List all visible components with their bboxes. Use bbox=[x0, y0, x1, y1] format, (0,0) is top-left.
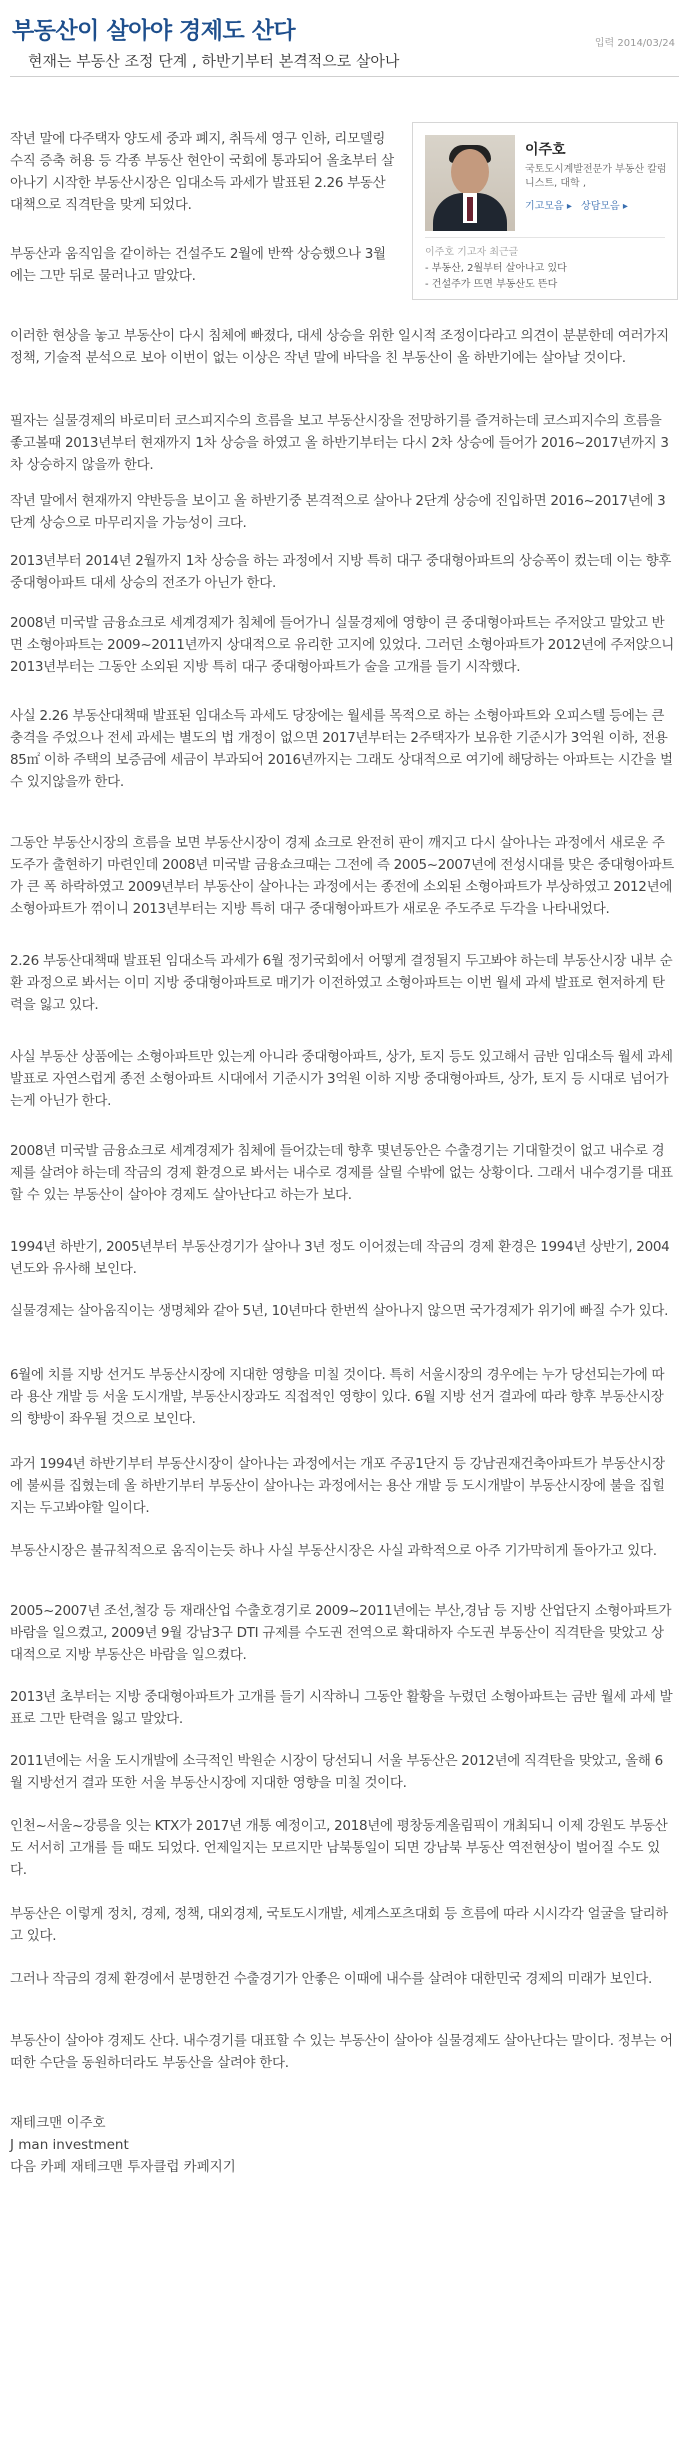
paragraph: 부동산이 살아야 경제도 산다. 내수경기를 대표할 수 있는 부동산이 살아야 실물경제도 살아난다는 말이다. 정부는 어떠한 수단을 동원하더라도 부동산을 살려야 한다. bbox=[10, 2033, 673, 2071]
author-photo bbox=[425, 135, 515, 231]
article-date: 입력 2014/03/24 bbox=[594, 38, 675, 49]
paragraph: 부동산은 이렇게 정치, 경제, 정책, 대외경제, 국토도시개발, 세계스포츠대회 등 흐름에 따라 시시각각 얼굴을 달리하고 있다. bbox=[10, 1906, 668, 1944]
paragraph: 2011년에는 서울 도시개발에 소극적인 박원순 시장이 당선되니 서울 부동산은 2012년에 직격탄을 맞았고, 올해 6월 지방선거 결과 또한 서울 부동산시장에 지대한 영향을 미칠 것이다. bbox=[10, 1753, 663, 1791]
header-divider bbox=[10, 76, 679, 77]
article-subtitle: 현재는 부동산 조정 단계 , 하반기부터 본격적으로 살아나 bbox=[28, 52, 400, 70]
article-title: 부동산이 살아야 경제도 산다 bbox=[12, 18, 296, 44]
paragraph: 2008년 미국발 금융쇼크로 세계경제가 침체에 들어갔는데 향후 몇년동안은 수출경기는 기대할것이 없고 내수로 경제를 살려야 하는데 작금의 경제 환경으로 봐서는 내수로 경제를 살릴 수밖에 없는 상황이다. 그래서 내수경기를 대표할 수 있는 부동산이 살아야 경제도 살아난다고 하는가 보다. bbox=[10, 1143, 673, 1203]
paragraph: 1994년 하반기, 2005년부터 부동산경기가 살아나 3년 정도 이어졌는데 작금의 경제 환경은 1994년 상반기, 2004년도와 유사해 보인다. bbox=[10, 1239, 670, 1277]
contributions-link[interactable]: 기고모음 ▸ bbox=[525, 201, 572, 212]
paragraph: 부동산시장은 불규칙적으로 움직이는듯 하나 사실 부동산시장은 사실 과학적으로 아주 기가막히게 돌아가고 있다. bbox=[10, 1543, 657, 1559]
paragraph: 필자는 실물경제의 바로미터 코스피지수의 흐름을 보고 부동산시장을 전망하기를 즐겨하는데 코스피지수의 흐름을 좋고볼때 2013년부터 현재까지 1차 상승을 하였고 올 하반기부터는 다시 2차 상승에 들어가 2016~2017년까지 3차 상승하지 않을까 한다. bbox=[10, 413, 669, 473]
profile-divider bbox=[425, 237, 665, 238]
paragraph: 이러한 현상을 놓고 부동산이 다시 침체에 빠졌다, 대세 상승을 위한 일시적 조정이다라고 의견이 분분한데 여러가지 정책, 기술적 분석으로 보아 이번이 없는 이상은 작년 말에 바닥을 친 부동산이 올 하반기에는 살아날 것이다. bbox=[10, 328, 669, 366]
paragraph: 2013년 초부터는 지방 중대형아파트가 고개를 들기 시작하니 그동안 활황을 누렸던 소형아파트는 금반 월세 과세 발표로 그만 탄력을 잃고 말았다. bbox=[10, 1689, 673, 1727]
paragraph: 그동안 부동산시장의 흐름을 보면 부동산시장이 경제 쇼크로 완전히 판이 깨지고 다시 살아나는 과정에서 새로운 주도주가 출현하기 마련인데 2008년 미국발 금융쇼크때는 그전에 즉 2005~2007년에 전성시대를 맞은 중대형아파트가 큰 폭 하락하였고 2009년부터 부동산이 살아나는 과정에서는 종전에 소외된 소형아파트가 부상하였고 2012년에 소형아파트가 꺾이니 2013년부터는 지방 특히 대구 중대형아파트가 새로운 주도주로 두각을 나타내었다. bbox=[10, 835, 675, 917]
paragraph: 작년 말에 다주택자 양도세 중과 폐지, 취득세 영구 인하, 리모델링 수직 증축 허용 등 각종 부동산 현안이 국회에 통과되어 올초부터 살아나기 시작한 부동산시장은 임대소득 과세가 발표된 2.26 부동산대책으로 직격탄을 맞게 되었다. bbox=[10, 131, 394, 213]
paragraph: 2008년 미국발 금융쇼크로 세계경제가 침체에 들어가니 실물경제에 영향이 큰 중대형아파트는 주저앉고 말았고 반면 소형아파트는 2009~2011년까지 상대적으로 유리한 고지에 있었다. 그러던 소형아파트가 2012년에 주저앉으니 2013년부터는 그동안 소외된 지방 특히 대구 중대형아파트가 술을 고개를 들기 시작했다. bbox=[10, 615, 675, 675]
author-profile-box bbox=[412, 122, 678, 300]
paragraph: 부동산과 움직임을 같이하는 건설주도 2월에 반짝 상승했으나 3월에는 그만 뒤로 물러나고 말았다. bbox=[10, 246, 386, 284]
paragraph: 작년 말에서 현재까지 약반등을 보이고 올 하반기중 본격적으로 살아나 2단계 상승에 진입하면 2016~2017년에 3단계 상승으로 마무리지을 가능성이 크다. bbox=[10, 493, 666, 531]
recent-post-item[interactable]: - 부동산, 2월부터 살아나고 있다 bbox=[425, 263, 567, 274]
signature-cafe: 다음 카페 재테크맨 투자클럽 카페지기 bbox=[10, 2159, 236, 2175]
recent-posts-header: 이주호 기고자 최근글 bbox=[425, 247, 519, 258]
paragraph: 그러나 작금의 경제 환경에서 분명한건 수출경기가 안좋은 이때에 내수를 살려야 대한민국 경제의 미래가 보인다. bbox=[10, 1971, 652, 1987]
recent-posts-list bbox=[425, 261, 567, 293]
paragraph: 사실 2.26 부동산대책때 발표된 임대소득 과세도 당장에는 월세를 목적으로 하는 소형아파트와 오피스텔 등에는 큰 충격을 주었으나 전세 과세는 별도의 법 개정이 없으면 2017년부터는 2주택자가 보유한 기준시가 3억원 이하, 전용 85㎡ 이하 주택의 보증금에 세금이 부과되어 2016년까지는 그래도 상대적으로 여기에 해당하는 아파트는 시간을 벌 수 있지않을까 한다. bbox=[10, 708, 673, 790]
paragraph: 6월에 치를 지방 선거도 부동산시장에 지대한 영향을 미칠 것이다. 특히 서울시장의 경우에는 누가 당선되는가에 따라 용산 개발 등 서울 도시개발, 부동산시장과도 직접적인 영향이 있다. 6월 지방 선거 결과에 따라 향후 부동산시장의 향방이 좌우될 것으로 보인다. bbox=[10, 1367, 665, 1427]
recent-post-item[interactable]: - 건설주가 뜨면 부동산도 뜬다 bbox=[425, 279, 558, 290]
paragraph: 2005~2007년 조선,철강 등 재래산업 수출호경기로 2009~2011년에는 부산,경남 등 지방 산업단지 소형아파트가 바람을 일으켰고, 2009년 9월 강남3구 DTI 규제를 수도권 전역으로 확대하자 수도권 부동산이 직격탄을 맞았고 상대적으로 지방 부동산은 바람을 일으켰다. bbox=[10, 1603, 672, 1663]
paragraph: 2013년부터 2014년 2월까지 1차 상승을 하는 과정에서 지방 특히 대구 중대형아파트의 상승폭이 컸는데 이는 향후 중대형아파트 대세 상승의 전조가 아닌가 한다. bbox=[10, 553, 672, 591]
paragraph: 인천~서울~강릉을 잇는 KTX가 2017년 개통 예정이고, 2018년에 평창동계올림픽이 개최되니 이제 강원도 부동산도 서서히 고개를 들 때도 되었다. 언제일지는 모르지만 남북통일이 되면 강남북 부동산 역전현상이 벌어질 수도 있다. bbox=[10, 1818, 668, 1878]
author-links bbox=[525, 197, 634, 212]
consultations-link[interactable]: 상담모음 ▸ bbox=[581, 201, 628, 212]
author-description: 국토도시계발전문가 부동산 칼럼니스트, 대학 , bbox=[525, 164, 667, 189]
paragraph: 과거 1994년 하반기부터 부동산시장이 살아나는 과정에서는 개포 주공1단지 등 강남권재건축아파트가 부동산시장에 불씨를 집혔는데 올 하반기부터 부동산이 살아나는 과정에서는 용산 개발 등 도시개발이 부동산시장에 불을 집힐지는 두고봐야할 일이다. bbox=[10, 1456, 665, 1516]
signature-company: J man investment bbox=[10, 2137, 129, 2153]
paragraph: 실물경제는 살아움직이는 생명체와 같아 5년, 10년마다 한번씩 살아나지 않으면 국가경제가 위기에 빠질 수가 있다. bbox=[10, 1303, 669, 1319]
paragraph: 사실 부동산 상품에는 소형아파트만 있는게 아니라 중대형아파트, 상가, 토지 등도 있고해서 금반 임대소득 월세 과세 발표로 자연스럽게 종전 소형아파트 시대에서 기준시가 3억원 이하 지방 중대형아파트, 상가, 토지 등 시대로 넘어가는게 아닌가 한다. bbox=[10, 1049, 673, 1109]
signature-name: 재테크맨 이주호 bbox=[10, 2115, 106, 2131]
paragraph: 2.26 부동산대책때 발표된 임대소득 과세가 6월 정기국회에서 어떻게 결정될지 두고봐야 하는데 부동산시장 내부 순환 과정으로 봐서는 이미 지방 중대형아파트로 매기가 이전하였고 소형아파트는 이번 월세 과세 발표로 현저하게 탄력을 잃고 있다. bbox=[10, 953, 673, 1013]
author-name: 이주호 bbox=[525, 142, 566, 158]
